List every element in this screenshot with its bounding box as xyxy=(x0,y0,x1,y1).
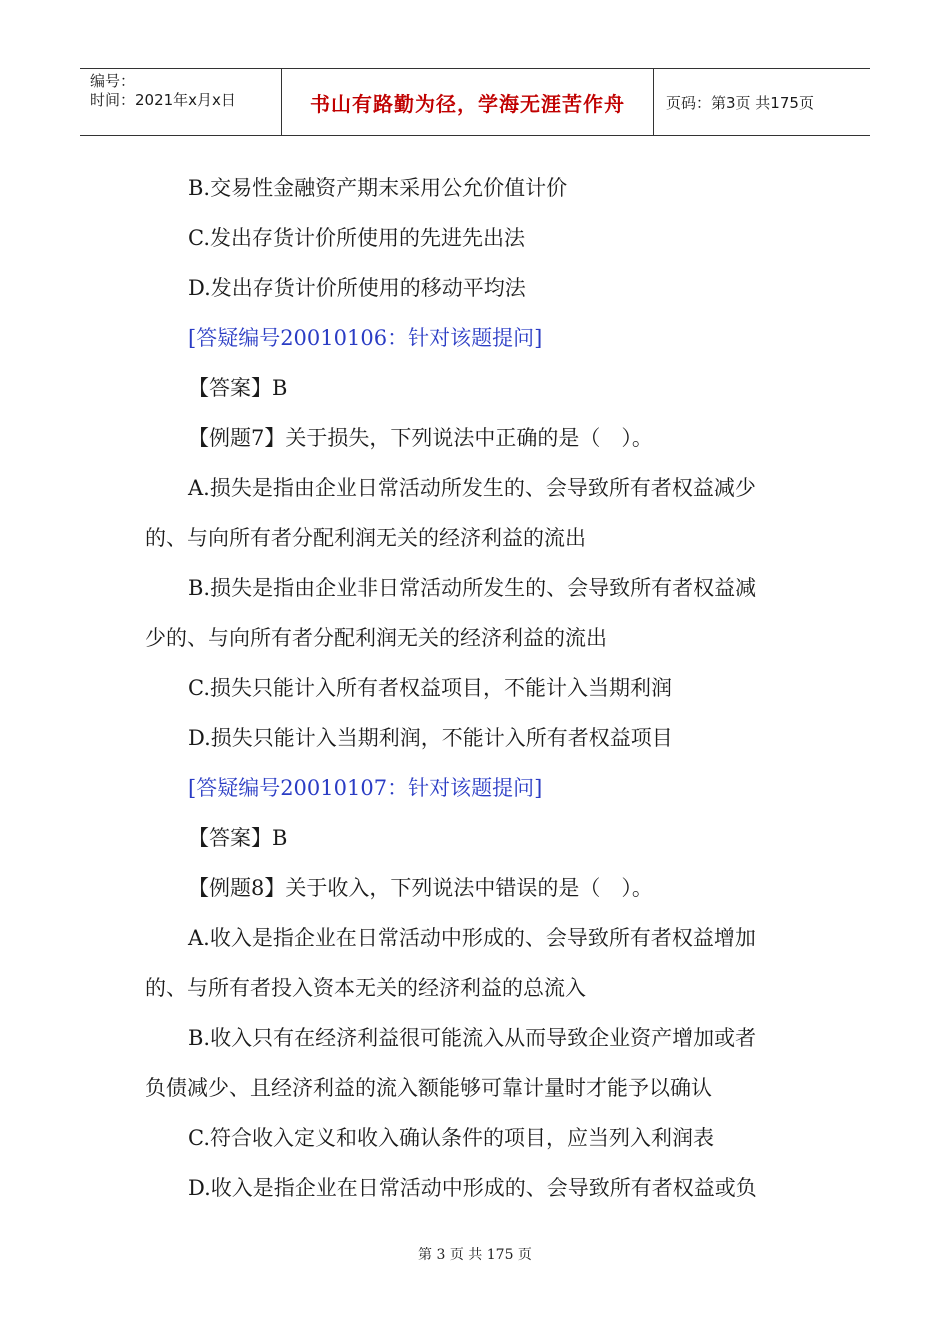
header-page-info: 页码：第3页 共175页 xyxy=(666,93,814,112)
option-line-continued: 的、与向所有者分配利润无关的经济利益的流出 xyxy=(145,526,586,550)
answer-line: 【答案】B xyxy=(188,376,288,400)
option-line-continued: 的、与所有者投入资本无关的经济利益的总流入 xyxy=(145,976,586,1000)
option-line: B.收入只有在经济利益很可能流入从而导致企业资产增加或者 xyxy=(188,1026,757,1050)
option-line: C.损失只能计入所有者权益项目，不能计入当期利润 xyxy=(188,676,672,700)
option-line: D.收入是指企业在日常活动中形成的、会导致所有者权益或负 xyxy=(188,1176,757,1200)
header-motto: 书山有路勤为径，学海无涯苦作舟 xyxy=(282,69,654,135)
question-link[interactable]: [答疑编号20010106：针对该题提问] xyxy=(188,326,543,350)
option-line: C.发出存货计价所使用的先进先出法 xyxy=(188,226,525,250)
header-meta xyxy=(80,69,282,135)
option-line-continued: 少的、与向所有者分配利润无关的经济利益的流出 xyxy=(145,626,607,650)
code-label: 编号： xyxy=(90,72,136,90)
question-link[interactable]: [答疑编号20010107：针对该题提问] xyxy=(188,776,543,800)
page-footer: 第 3 页 共 175 页 xyxy=(418,1247,532,1263)
page-header xyxy=(80,68,870,136)
option-line: C.符合收入定义和收入确认条件的项目，应当列入利润表 xyxy=(188,1126,714,1150)
option-line-continued: 负债减少、且经济利益的流入额能够可靠计量时才能予以确认 xyxy=(145,1076,712,1100)
time-label: 时间：2021年x月x日 xyxy=(90,91,236,109)
question-line: 【例题7】关于损失，下列说法中正确的是（ ）。 xyxy=(188,426,653,450)
question-line: 【例题8】关于收入，下列说法中错误的是（ ）。 xyxy=(188,876,653,900)
option-line: D.损失只能计入当期利润，不能计入所有者权益项目 xyxy=(188,726,673,750)
option-line: A.收入是指企业在日常活动中形成的、会导致所有者权益增加 xyxy=(188,926,756,950)
document-body xyxy=(145,163,813,1213)
option-line: D.发出存货计价所使用的移动平均法 xyxy=(188,276,526,300)
answer-line: 【答案】B xyxy=(188,826,288,850)
option-line: B.交易性金融资产期末采用公允价值计价 xyxy=(188,176,568,200)
option-line: B.损失是指由企业非日常活动所发生的、会导致所有者权益减 xyxy=(188,576,757,600)
option-line: A.损失是指由企业日常活动所发生的、会导致所有者权益减少 xyxy=(188,476,756,500)
